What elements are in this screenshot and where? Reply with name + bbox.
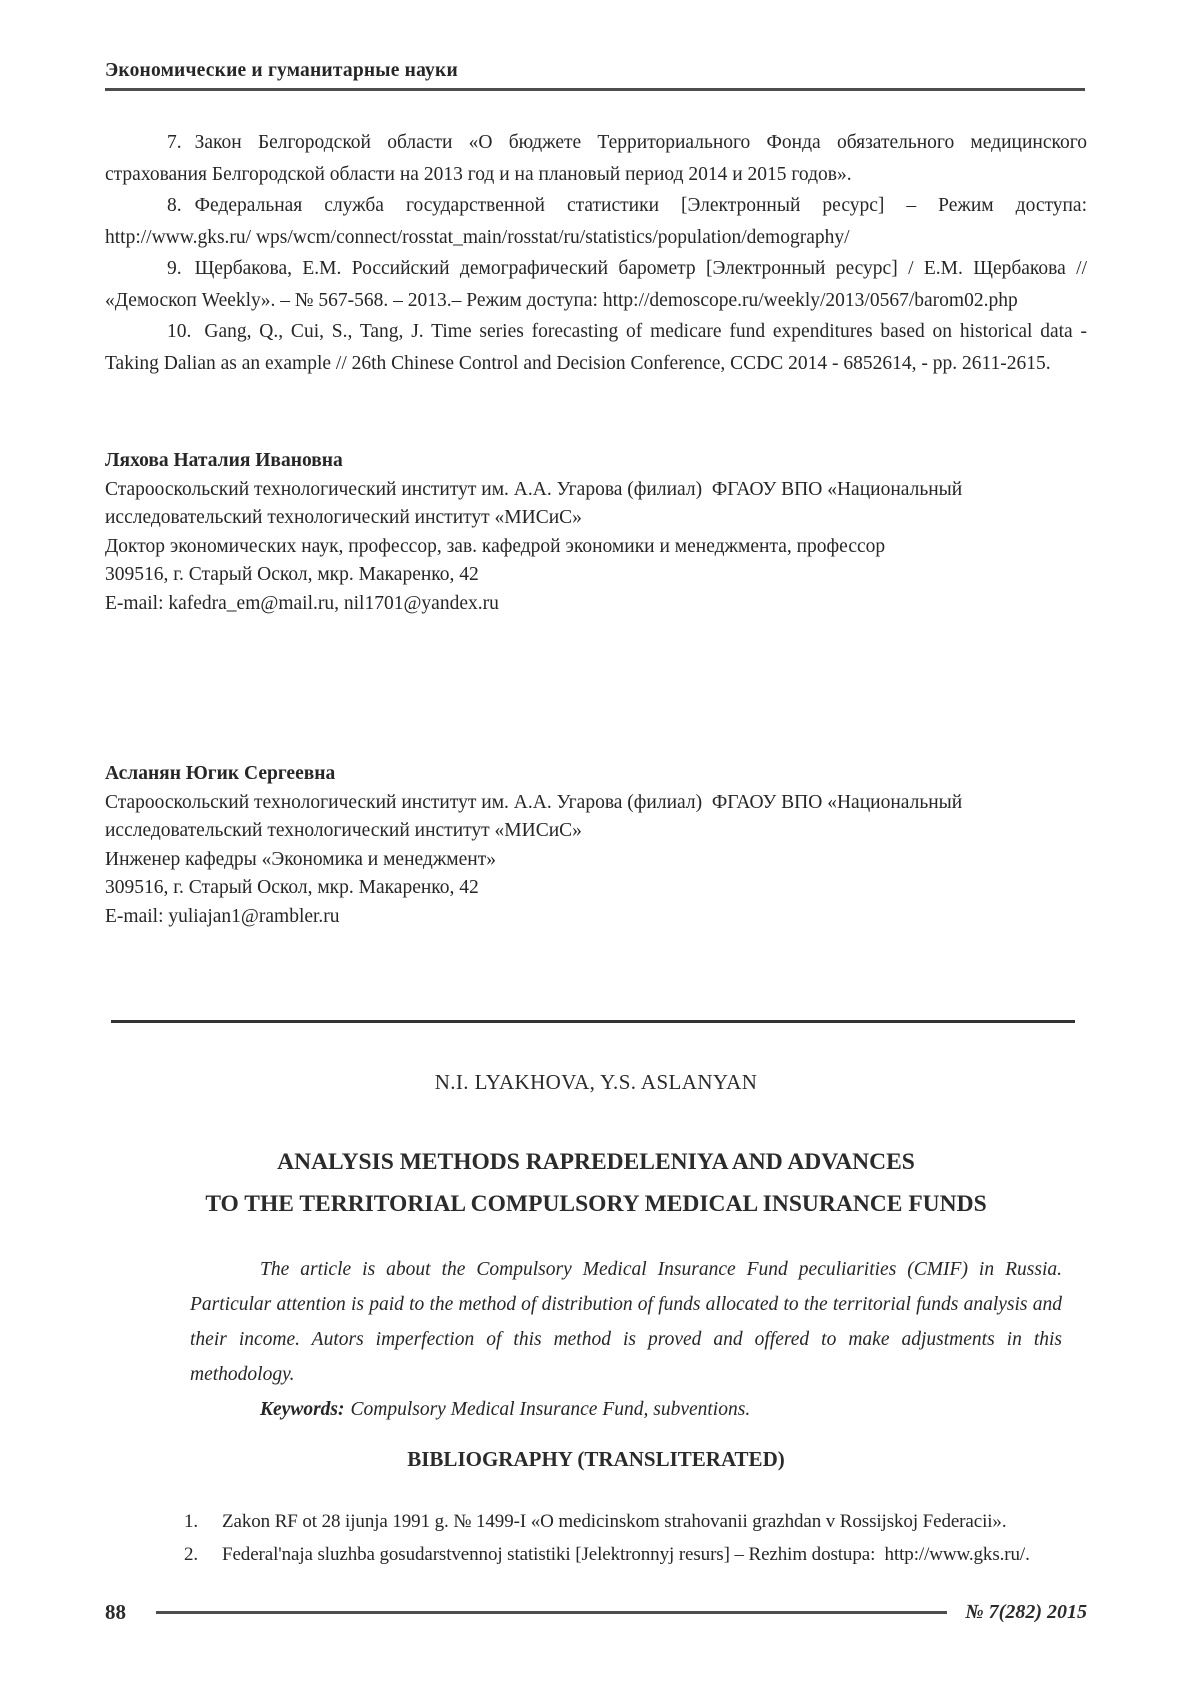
author-position: Инженер кафедры «Экономика и менеджмент» <box>105 848 497 870</box>
reference-item-9 <box>105 253 1087 316</box>
reference-number: 9. <box>167 258 182 279</box>
bibliography-heading: BIBLIOGRAPHY (TRANSLITERATED) <box>407 1447 785 1471</box>
author-block-lyakhova <box>105 447 1087 618</box>
references-russian-section <box>105 127 1087 379</box>
section-divider-rule <box>111 1020 1075 1023</box>
keywords-label: Keywords: <box>260 1399 345 1420</box>
reference-item-7 <box>105 127 1087 190</box>
reference-text: Федеральная служба государственной статистики [Электронный ресурс] – Режим доступа: http://www.gks.ru/ wps/wcm/connect/rosstat_main/rosstat/ru/statistics/population/demography/ <box>105 195 1087 248</box>
author-block-aslanyan <box>105 760 1087 931</box>
running-header-title: Экономические и гуманитарные науки <box>105 60 458 81</box>
article-title-line-2: TO THE TERRITORIAL COMPULSORY MEDICAL INSURANCE FUNDS <box>205 1191 987 1217</box>
abstract-section <box>190 1252 1062 1427</box>
author-affiliation: Старооскольский технологический институт им. А.А. Угарова (филиал) ФГАОУ ВПО «Национальный исследовательский технологический институт «МИСиС» <box>105 478 968 528</box>
reference-item-10 <box>105 316 1087 379</box>
keywords-text: Compulsory Medical Insurance Fund, subventions. <box>350 1399 751 1420</box>
author-name: Асланян Югик Сергеевна <box>105 763 336 784</box>
reference-text: Gang, Q., Cui, S., Tang, J. Time series forecasting of medicare fund expenditures based on historical data - Taking Dalian as an example // 26th Chinese Control and Decision Conference, CCDC 2014 - 6852614, - pp. 2611-2615. <box>105 321 1087 374</box>
keywords-line <box>190 1392 1062 1427</box>
reference-number: 7. <box>167 132 182 153</box>
author-email: E-mail: yuliajan1@rambler.ru <box>105 905 340 927</box>
bibliography-number: 2. <box>184 1544 199 1565</box>
author-affiliation: Старооскольский технологический институт им. А.А. Угарова (филиал) ФГАОУ ВПО «Национальный исследовательский технологический институт «МИСиС» <box>105 791 968 841</box>
english-authors-line: N.I. LYAKHOVA, Y.S. ASLANYAN <box>434 1070 758 1094</box>
bibliography-item-1 <box>184 1505 1087 1538</box>
reference-text: Щербакова, Е.М. Российский демографический барометр [Электронный ресурс] / Е.М. Щербакова // «Демоскоп Weekly». – № 567-568. – 2013.– Режим доступа: http://demoscope.ru/weekly/2013/0567/barom02.php <box>105 258 1087 311</box>
author-name: Ляхова Наталия Ивановна <box>105 450 343 471</box>
article-title-line-1: ANALYSIS METHODS RAPREDELENIYA AND ADVANCES <box>277 1149 915 1175</box>
reference-item-8 <box>105 190 1087 253</box>
issue-label: № 7(282) 2015 <box>965 1600 1087 1623</box>
page-number: 88 <box>105 1599 126 1624</box>
reference-number: 8. <box>167 195 182 216</box>
article-title-english <box>60 1141 1132 1225</box>
author-email: E-mail: kafedra_em@mail.ru, nil1701@yandex.ru <box>105 592 499 614</box>
reference-text: Закон Белгородской области «О бюджете Территориального Фонда обязательного медицинского страхования Белгородской области на 2013 год и на плановый период 2014 и 2015 годов». <box>105 132 1087 185</box>
bibliography-list <box>184 1505 1087 1571</box>
bibliography-text: Zakon RF ot 28 ijunja 1991 g. № 1499-I «O medicinskom strahovanii grazhdan v Rossijskoj Federacii». <box>222 1511 1007 1532</box>
bibliography-number: 1. <box>184 1511 199 1532</box>
author-position: Доктор экономических наук, профессор, зав. кафедрой экономики и менеджмента, профессор <box>105 535 886 557</box>
author-address: 309516, г. Старый Оскол, мкр. Макаренко, 42 <box>105 564 479 585</box>
abstract-paragraph: The article is about the Compulsory Medical Insurance Fund peculiarities (CMIF) in Russia. Particular attention is paid to the method of distribution of funds allocated to the territorial funds analysis and their income. Autors imperfection of this method is proved and offered to make adjustments in this methodology. <box>190 1259 1062 1385</box>
running-header <box>105 60 1085 91</box>
bibliography-text: Federal'naja sluzhba gosudarstvennoj statistiki [Jelektronnyj resurs] – Rezhim dostupa: http://www.gks.ru/. <box>222 1544 1030 1565</box>
author-address: 309516, г. Старый Оскол, мкр. Макаренко, 42 <box>105 877 479 898</box>
reference-number: 10. <box>167 321 192 342</box>
footer-rule <box>156 1611 947 1614</box>
page-footer <box>105 1596 1087 1628</box>
bibliography-item-2 <box>184 1538 1087 1571</box>
